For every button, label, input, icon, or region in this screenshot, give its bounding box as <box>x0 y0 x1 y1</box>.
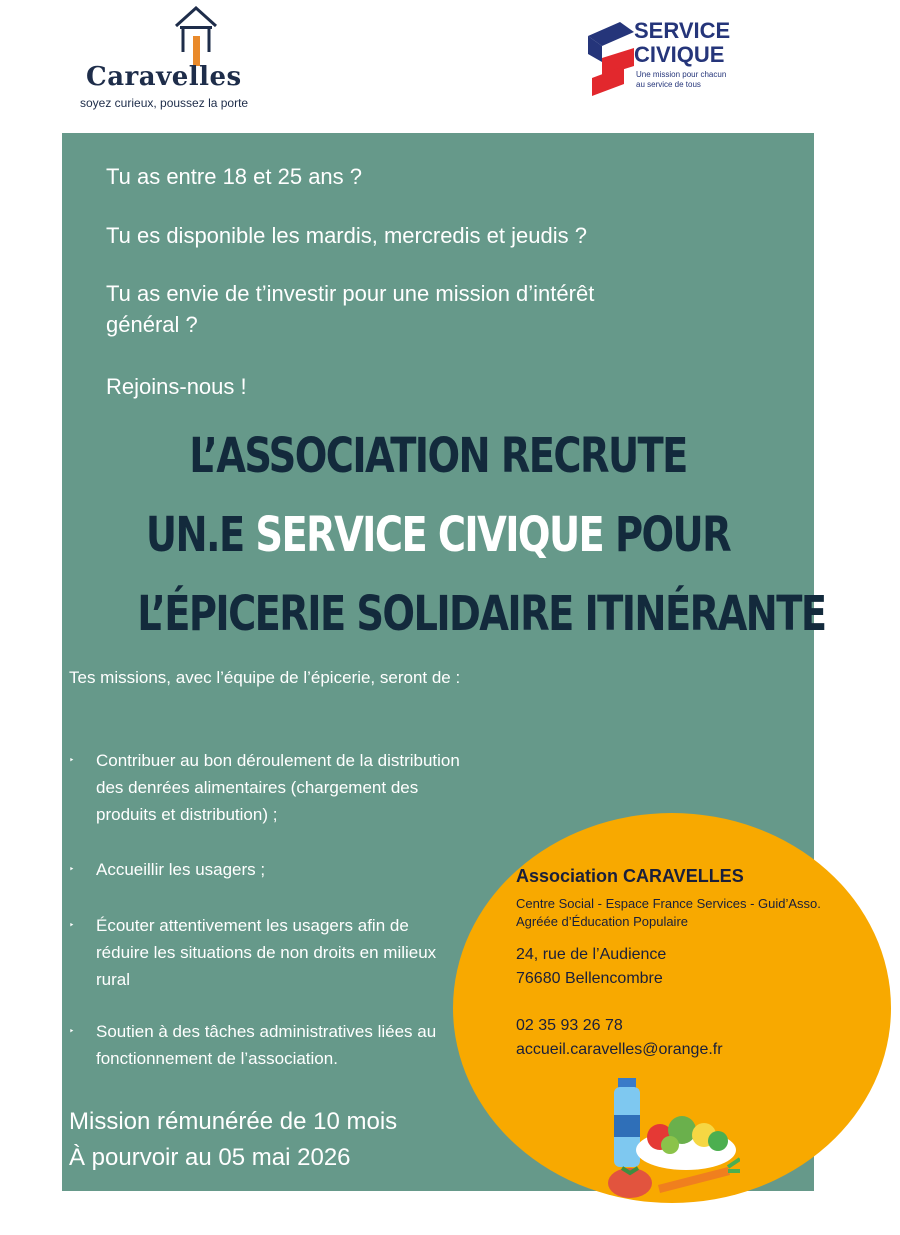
call-to-action: Rejoins-nous ! <box>106 374 247 399</box>
contact-phone-email <box>516 1014 723 1062</box>
headline-line-3: L’ÉPICERIE SOLIDAIRE ITINÉRANTE <box>137 586 826 642</box>
mission-start-date: À pourvoir au 05 mai 2026 <box>69 1144 351 1171</box>
bullet-icon: ‣ <box>69 920 75 930</box>
service-civique-name: SERVICE CIVIQUE <box>634 18 731 67</box>
mission-duration: Mission rémunérée de 10 mois <box>69 1108 398 1135</box>
caravelles-tagline: soyez curieux, poussez la porte <box>80 96 249 110</box>
headline-highlight: SERVICE CIVIQUE <box>255 507 604 563</box>
contact-address: 24, rue de l’Audience 76680 Bellencombre <box>516 946 667 987</box>
service-civique-logo <box>570 10 745 105</box>
bullet-icon: ‣ <box>69 755 75 765</box>
contact-name: Association CARAVELLES <box>516 866 744 886</box>
caravelles-brand: Caravelles <box>86 62 242 92</box>
house-icon <box>174 6 218 68</box>
missions-intro: Tes missions, avec l’équipe de l’épicerie, seront de : <box>69 668 461 687</box>
headline-line-2: UN.E SERVICE CIVIQUE POUR <box>145 507 731 563</box>
service-civique-slogan: Une mission pour chacun au service de tous <box>636 70 727 89</box>
contact-email[interactable]: accueil.caravelles@orange.fr <box>516 1041 723 1058</box>
food-groceries-icon <box>600 1075 740 1200</box>
contact-description: Centre Social - Espace France Services - Guid’Asso. Agréée d’Éducation Populaire <box>516 896 821 929</box>
caravelles-logo <box>78 6 268 110</box>
contact-phone: 02 35 93 26 78 <box>516 1017 623 1034</box>
bullet-icon: ‣ <box>69 1026 75 1036</box>
bullet-icon: ‣ <box>69 864 75 874</box>
question-availability: Tu es disponible les mardis, mercredis et jeudis ? <box>106 223 587 248</box>
question-age: Tu as entre 18 et 25 ans ? <box>106 164 363 189</box>
headline-line-1: L’ASSOCIATION RECRUTE <box>189 428 687 484</box>
question-motivation: Tu as envie de t’investir pour une mission d’intérêt général ? <box>106 281 595 337</box>
